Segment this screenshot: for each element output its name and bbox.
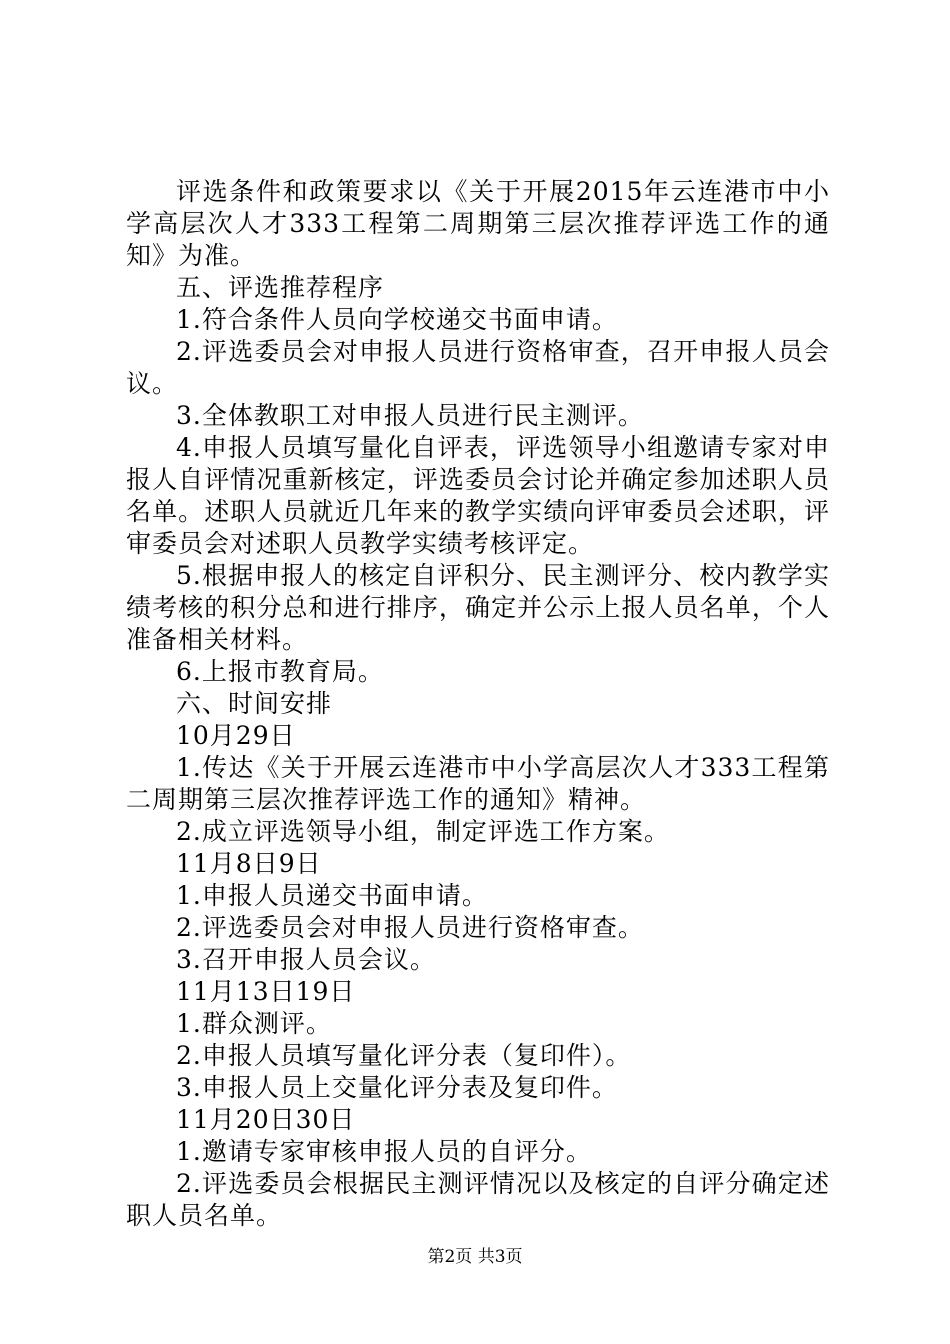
paragraph: 5.根据申报人的核定自评积分、民主测评分、校内教学实绩考核的积分总和进行排序，确定并公示上报人员名单，个人准备相关材料。 [126,561,830,654]
paragraph: 6.上报市教育局。 [176,657,384,686]
paragraph: 3.全体教职工对申报人员进行民主测评。 [176,401,644,430]
date-heading: 10月29日 [176,721,296,750]
document-body [126,176,830,1232]
paragraph: 1.传达《关于开展云连港市中小学高层次人才333工程第二周期第三层次推荐评选工作的通知》精神。 [126,753,830,814]
date-heading: 11月20日30日 [176,1105,356,1134]
section-heading: 六、时间安排 [176,689,333,718]
page-number-footer: 第2页 共3页 [427,1247,523,1267]
date-heading: 11月13日19日 [176,977,356,1006]
paragraph: 1.符合条件人员向学校递交书面申请。 [176,305,618,334]
paragraph: 2.申报人员填写量化评分表（复印件）。 [176,1041,632,1070]
paragraph: 2.评选委员会根据民主测评情况以及核定的自评分确定述职人员名单。 [126,1169,830,1230]
date-heading: 11月8日9日 [176,849,322,878]
paragraph: 1.群众测评。 [176,1009,332,1038]
paragraph: 3.召开申报人员会议。 [176,945,436,974]
paragraph: 2.成立评选领导小组，制定评选工作方案。 [176,817,670,846]
paragraph: 1.申报人员递交书面申请。 [176,881,488,910]
paragraph: 2.评选委员会对申报人员进行资格审查。 [176,913,644,942]
paragraph: 2.评选委员会对申报人员进行资格审查，召开申报人员会议。 [126,337,830,398]
paragraph: 评选条件和政策要求以《关于开展2015年云连港市中小学高层次人才333工程第二周期第三层次推荐评选工作的通知》为准。 [126,177,830,270]
paragraph: 1.邀请专家审核申报人员的自评分。 [176,1137,592,1166]
paragraph: 4.申报人员填写量化自评表，评选领导小组邀请专家对申报人自评情况重新核定，评选委员会讨论并确定参加述职人员名单。述职人员就近几年来的教学实绩向评审委员会述职，评审委员会对述职人员教学实绩考核评定。 [126,433,830,558]
paragraph: 3.申报人员上交量化评分表及复印件。 [176,1073,618,1102]
section-heading: 五、评选推荐程序 [176,273,385,302]
